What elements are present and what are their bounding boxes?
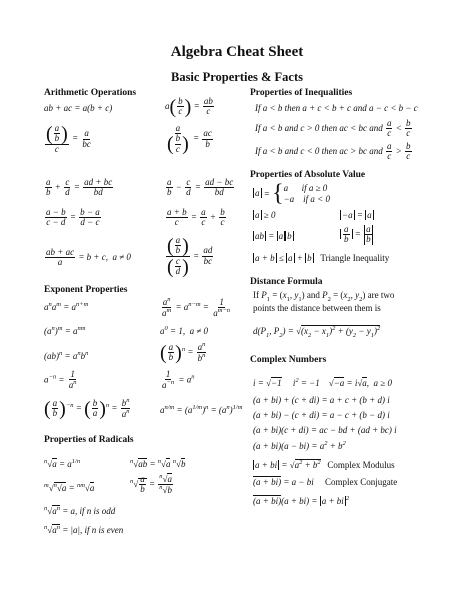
formula-frac-over-c: ( $\frac{a}{b}$ ) c = $\frac{a}{bc}$	[46, 122, 91, 154]
abs-triangle: a + b ≤ a + b Triangle Inequality	[255, 253, 390, 263]
formula-add-fractions: $\frac{a}{b}$ + $\frac{c}{d}$ = $\frac{ad + bc}{bd}$	[46, 177, 113, 198]
distance-formula: $d(P_1$, $P_2) = √(x_2 - x_1)^2 + (y_2 - y_1)^2$	[253, 325, 381, 339]
formula-exp-zero: $a^0 = 1$, a ≠ 0	[160, 325, 209, 336]
abs-neg: −a = a	[342, 210, 372, 220]
formula-radical-quotient: $^n$√ $\frac{a}{b}$ = $\frac{^n√a}{^n√b}$	[130, 473, 172, 496]
formula-radical-def: $^n√a = a^{1/n}$	[44, 458, 81, 469]
radicals-heading: Properties of Radicals	[44, 435, 134, 445]
formula-exp-negative: $a^{-n}$ = $\frac{1}{a^n}$	[44, 369, 77, 391]
formula-exp-quotient-power: ( $\frac{a}{b}$ )$^n$ = $\frac{a^n}{b^n}$	[160, 341, 206, 364]
formula-distributive: ab + ac = a(b + c)	[44, 103, 113, 113]
formula-frac-over-frac: ( $\frac{a}{b}$ ) ( $\frac{c}{d}$ ) = $\frac{ad}{bc}$	[167, 234, 213, 278]
formula-a-over-frac: a ( $\frac{b}{c}$ ) = $\frac{ac}{b}$	[167, 123, 212, 156]
formula-sign-swap: $\frac{a - b}{c - d}$ = $\frac{b - a}{d - c}$	[46, 207, 100, 228]
abs-product: ab = a b	[255, 231, 292, 241]
abs-quotient: $\frac{a}{b}$ = $\frac{a}{b}$	[340, 225, 374, 245]
formula-radical-product: $^n$√ab = $^n$√a $^n$√b	[130, 458, 186, 469]
absolute-heading: Properties of Absolute Value	[250, 170, 366, 180]
page-title: Algebra Cheat Sheet	[170, 44, 304, 60]
complex-conj-modulus: (a + bi)(a + bi) = a + bi $^2$	[253, 495, 350, 506]
formula-exp-power: $(a^n)^m = a^{nm}$	[44, 325, 86, 336]
complex-modulus: a + bi = $√a^2 + b^2$ Complex Modulus	[255, 459, 395, 470]
formula-exp-product: $a^na^m = a^{n+m}$	[44, 301, 89, 312]
formula-radical-nested: $^m$√$^n$√a = $^{nm}$√a	[44, 482, 95, 493]
complex-i-def: i = √−1 $i^2 = -1$ √−a = i√a, a ≥ 0	[253, 377, 392, 388]
formula-exp-quotient: $\frac{a^n}{a^m}$ = $a^{n-m}$ = $\frac{1}{a^{m-n}}$	[162, 296, 231, 319]
formula-exp-negative-recip: $\frac{1}{a^{-n}}$ = $a^n$	[162, 369, 195, 391]
formula-radical-odd: $^n√a^n = a$, if n is odd	[44, 505, 116, 516]
complex-heading: Complex Numbers	[250, 355, 327, 365]
complex-sub: (a + bi) − (c + di) = a − c + (b − d) i	[253, 410, 390, 420]
distance-heading: Distance Formula	[250, 277, 323, 287]
formula-radical-even: $^n√a^n = |a|$, if n is even	[44, 524, 124, 535]
inequality-neg-mult: If a < b and c < 0 then ac > bc and $\frac{a}{c}$ > $\frac{b}{c}$	[255, 141, 411, 162]
abs-nonneg: a ≥ 0	[255, 210, 276, 220]
complex-conjugate: (a + bi) = a − bi Complex Conjugate	[253, 477, 398, 487]
complex-add: (a + bi) + (c + di) = a + c + (b + d) i	[253, 395, 390, 405]
distance-intro-1: If $P_1 = (x_1$, $y_1$) and $P_2 = (x_2$, $y_2$) are two	[253, 290, 395, 303]
formula-split-fraction: $\frac{a + b}{c}$ = $\frac{a}{c}$ + $\frac{b}{c}$	[167, 207, 225, 228]
distance-intro-2: points the distance between them is	[253, 303, 381, 313]
arithmetic-heading: Arithmetic Operations	[44, 88, 137, 98]
page-subtitle: Basic Properties & Facts	[170, 70, 304, 84]
exponent-heading: Exponent Properties	[44, 285, 128, 295]
formula-sub-fractions: $\frac{a}{b}$ − $\frac{c}{d}$ = $\frac{ad - bc}{bd}$	[167, 177, 234, 198]
formula-exp-product-power: $(ab)^n = a^nb^n$	[44, 350, 89, 361]
formula-divide-sum: $\frac{ab + ac}{a}$ = b + c, a ≠ 0	[46, 247, 131, 268]
inequality-add: If a < b then a + c < b + c and a − c < b − c	[255, 103, 418, 113]
complex-mult: (a + bi)(c + di) = ac − bd + (ad + bc) i	[253, 425, 397, 435]
inequalities-heading: Properties of Inequalities	[250, 88, 353, 98]
formula-exp-frac-negative: ( $\frac{a}{b}$ )$^{-n}$ = ( $\frac{b}{a}$ )$^n$ = $\frac{b^n}{a^n}$	[44, 397, 130, 420]
inequality-pos-mult: If a < b and c > 0 then ac < bc and $\frac{a}{c}$ < $\frac{b}{c}$	[255, 118, 411, 139]
formula-exp-fractional: $a^{n/m} = (a^{1/m})^n = (a^n)^{1/m}$	[160, 404, 243, 415]
formula-a-over-b-over-c: a( $\frac{b}{c}$ ) = $\frac{ab}{c}$	[165, 95, 213, 118]
abs-definition: a = {a if a ≥ 0 −a if a < 0	[255, 180, 331, 207]
complex-conj-product: $(a + bi)(a - bi) = a^2 + b^2$	[253, 440, 346, 451]
